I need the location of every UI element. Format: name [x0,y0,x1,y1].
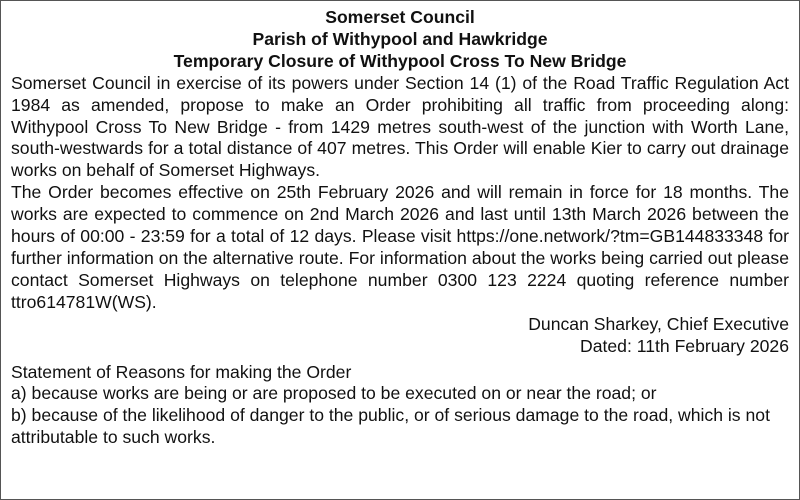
reason-b: b) because of the likelihood of danger to the public, or of serious damage to the road, which is not attributable to such works. [11,405,770,448]
order-paragraph: Somerset Council in exercise of its powers under Section 14 (1) of the Road Traffic Regulation Act 1984 as amended, propose to make an Order prohibiting all traffic from proceeding along: Withypool Cross To New Bridge - from 1429 metres south-west of the junction with Worth Lane, south-westwards for a total distance of 407 metres. This Order will enable Kier to carry out drainage works on behalf of Somerset Highways. [11,72,789,181]
reason-a: a) because works are being or are proposed to be executed on or near the road; or [11,383,657,404]
parish-heading: Parish of Withypool and Hawkridge [252,28,548,49]
dated-line: Dated: 11th February 2026 [580,335,789,356]
effective-paragraph: The Order becomes effective on 25th February 2026 and will remain in force for 18 months. The works are expected to commence on 2nd March 2026 and last until 13th March 2026 between the hours of 00:00 - 23:59 for a total of 12 days. Please visit https://one.network/?tm=GB144833348 for further information on the alternative route. For information about the works being carried out please contact Somerset Highways on telephone number 0300 123 2224 quoting reference number ttro614781W(WS). [11,182,789,312]
reasons-heading: Statement of Reasons for making the Order [11,361,352,382]
authority-heading: Somerset Council [325,7,475,27]
notice-title: Temporary Closure of Withypool Cross To New Bridge [173,50,627,71]
signatory: Duncan Sharkey, Chief Executive [528,313,789,334]
